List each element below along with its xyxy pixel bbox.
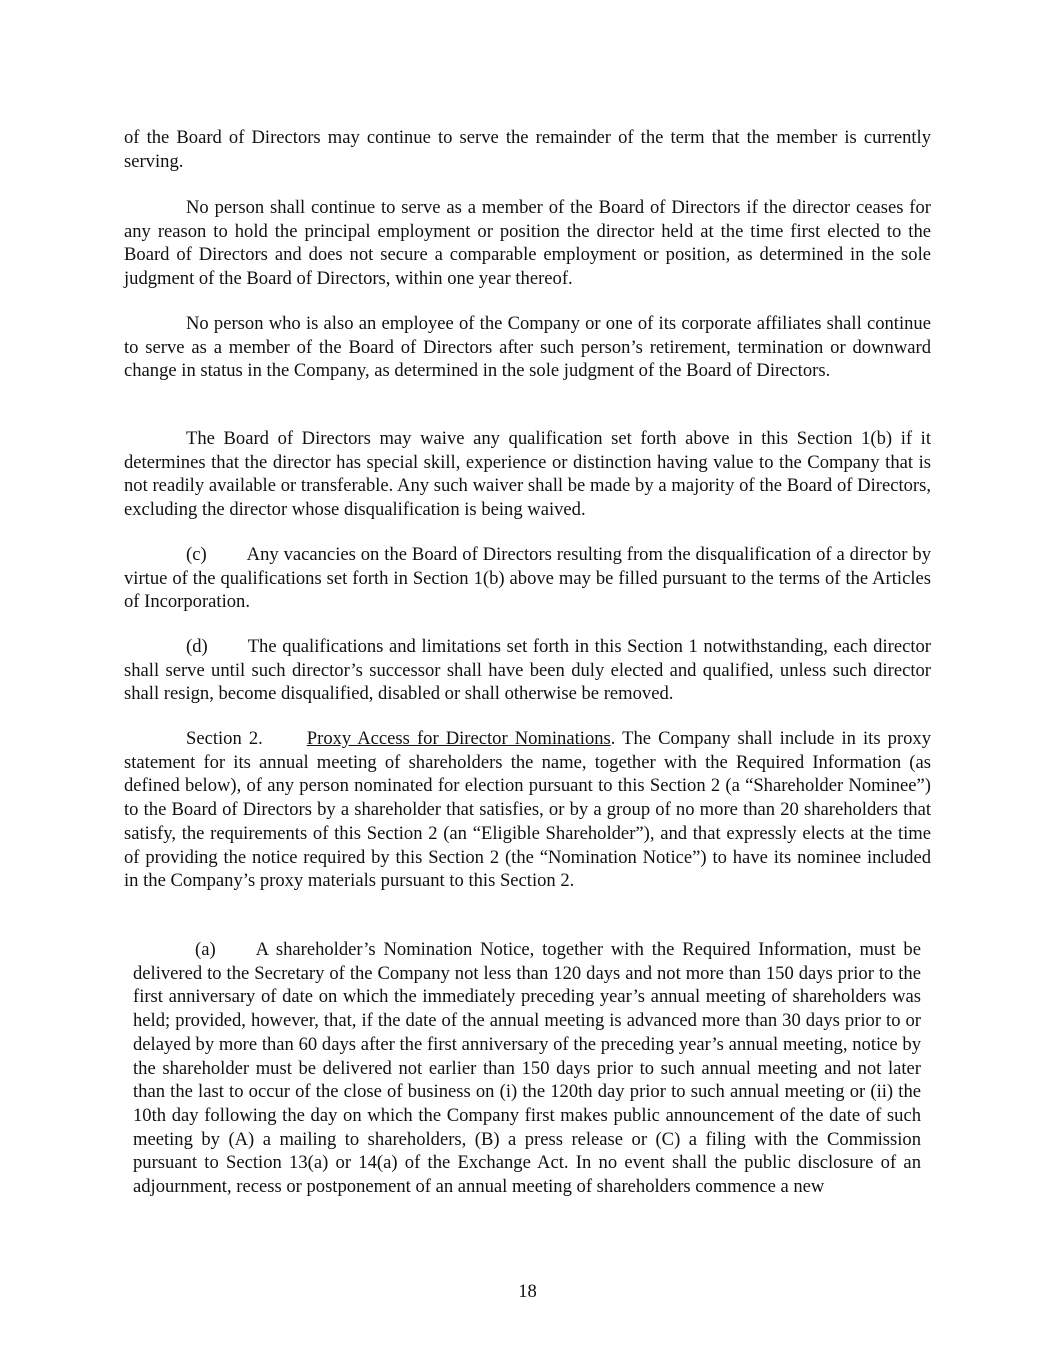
clause-d-text: The qualifications and limitations set forth in this Section 1 notwithstanding, each director shall serve until such director’s successor shall have been duly elected and qualified, unless such director shall resign, become disqualified, disabled or shall otherwise be removed. — [124, 636, 931, 705]
clause-c-label: (c) — [186, 544, 207, 565]
continuation-paragraph: of the Board of Directors may continue to serve the remainder of the term that the member is currently serving. — [124, 127, 931, 172]
section-2-text: . The Company shall include in its proxy statement for its annual meeting of shareholders the name, together with the Required Information (as defined below), of any person nominated for election pursuant to this Section 2 (a “Shareholder Nominee”) to the Board of Directors by a shareholder that satisfies, or by a group of no more than 20 shareholders that satisfy, the requirements of this Section 2 (an “Eligible Shareholder”), and that expressly elects at the time of providing the notice required by this Section 2 (the “Nomination Notice”) to have its nominee included in the Company’s proxy materials pursuant to this Section 2. — [124, 728, 931, 892]
clause-d-label: (d) — [186, 636, 208, 657]
employment-change-paragraph: No person shall continue to serve as a member of the Board of Directors if the director ceases for any reason to hold the principal employment or position the director held at the time first elected to the Board of Directors and does not secure a comparable employment or position, as determined in the sole judgment of the Board of Directors, within one year thereof. — [124, 197, 931, 290]
waiver-paragraph: The Board of Directors may waive any qualification set forth above in this Section 1(b) if it determines that the director has special skill, experience or distinction having value to the Company that is not readily available or transferable. Any such waiver shall be made by a majority of the Board of Directors, excluding the director whose disqualification is being waived. — [124, 428, 931, 521]
clause-d-paragraph — [124, 635, 931, 706]
clause-a-paragraph — [133, 938, 921, 1199]
page-number: 18 — [518, 1281, 537, 1302]
employee-retirement-paragraph: No person who is also an employee of the Company or one of its corporate affiliates shall continue to serve as a member of the Board of Directors after such person’s retirement, termination or downward change in status in the Company, as determined in the sole judgment of the Board of Directors. — [124, 313, 931, 382]
section-2-paragraph — [124, 727, 931, 893]
clause-c-paragraph — [124, 543, 931, 614]
section-2-heading: Proxy Access for Director Nominations — [306, 728, 611, 749]
clause-a-label: (a) — [195, 939, 216, 960]
clause-a-text: A shareholder’s Nomination Notice, together with the Required Information, must be delivered to the Secretary of the Company not less than 120 days and not more than 150 days prior to the first anniversary of date on which the immediately preceding year’s annual meeting of shareholders was held; provided, however, that, if the date of the annual meeting is advanced more than 30 days prior to or delayed by more than 60 days after the first anniversary of the preceding year’s annual meeting, notice by the shareholder must be delivered not earlier than 150 days prior to such annual meeting and not later than the last to occur of the close of business on (i) the 120th day prior to such annual meeting or (ii) the 10th day following the day on which the Company first makes public announcement of the date of such meeting by (A) a mailing to shareholders, (B) a press release or (C) a filing with the Commission pursuant to Section 13(a) or 14(a) of the Exchange Act. In no event shall the public disclosure of an adjournment, recess or postponement of an annual meeting of shareholders commence a new — [133, 939, 921, 1198]
clause-c-text: Any vacancies on the Board of Directors resulting from the disqualification of a director by virtue of the qualifications set forth in Section 1(b) above may be filled pursuant to the terms of the Articles of Incorporation. — [124, 544, 931, 613]
section-2-label: Section 2. — [186, 728, 263, 749]
